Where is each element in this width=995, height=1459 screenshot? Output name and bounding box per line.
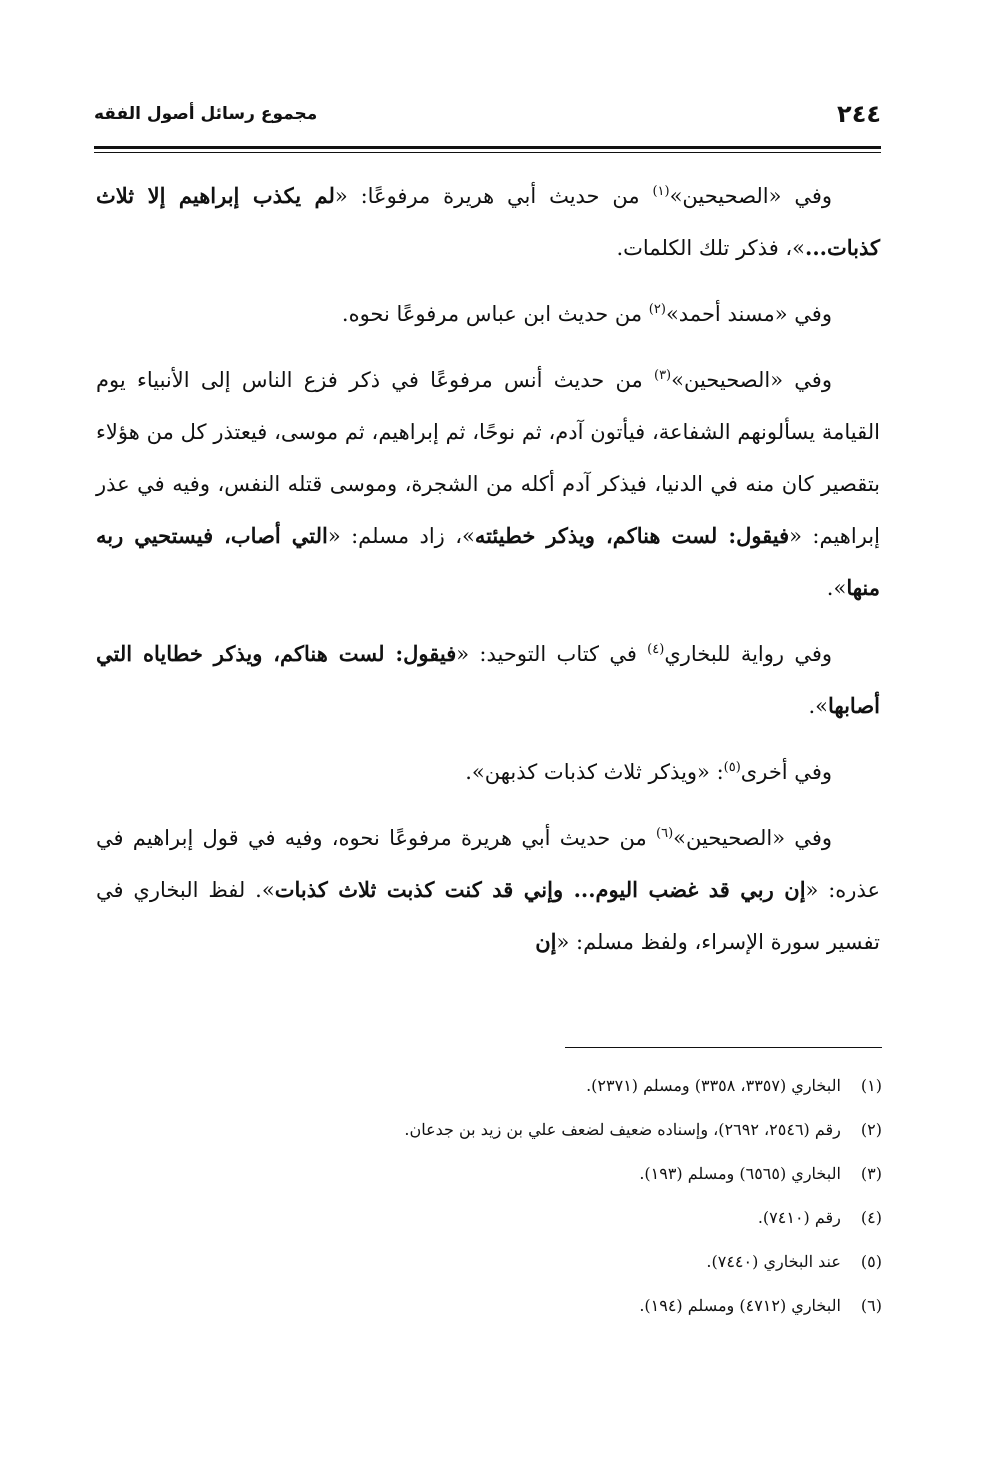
footnote-item (96, 1196, 882, 1240)
bold-quote: التي أصاب، فيستحيي ربه منها (96, 523, 880, 600)
footnote-item (96, 1284, 882, 1328)
paragraph (96, 628, 880, 732)
text-run: وفي «الصحيحين» (673, 826, 832, 850)
paragraph (96, 746, 880, 798)
text-run: وفي «الصحيحين» (671, 368, 832, 392)
paragraph (96, 354, 880, 614)
text-run: ». (808, 694, 828, 718)
footnote-number: (٣) (860, 1164, 882, 1183)
text-run: من حديث أبي هريرة مرفوعًا: « (334, 184, 653, 208)
footnote-number: (٤) (860, 1208, 882, 1227)
footnotes-list (96, 1064, 882, 1328)
footnote-number: (٥) (860, 1252, 882, 1271)
header-rule-thin (94, 152, 881, 153)
footnote-number: (٦) (860, 1296, 882, 1315)
bold-quote: إن (535, 929, 557, 954)
text-run: في كتاب التوحيد: « (456, 642, 648, 666)
text-run: وفي «الصحيحين» (669, 184, 832, 208)
footnote-text: البخاري (٦٥٦٥) ومسلم (١٩٣). (639, 1164, 841, 1183)
text-run: »، زاد مسلم: « (327, 524, 475, 548)
footnote-text: رقم (٢٥٤٦، ٢٦٩٢)، وإسناده ضعيف لضعف علي بن زيد بن جدعان. (404, 1120, 841, 1139)
footnote-text: عند البخاري (٧٤٤٠). (706, 1252, 841, 1271)
footnote-marker: (٦) (656, 826, 674, 841)
footnote-item (96, 1108, 882, 1152)
running-title: مجموع رسائل أصول الفقه (94, 104, 318, 124)
text-run: وفي «مسند أحمد» (665, 302, 832, 326)
text-run: ». لفظ البخاري في تفسير سورة الإسراء، ولفظ مسلم: « (96, 878, 880, 954)
paragraph (96, 812, 880, 968)
footnote-marker: (٢) (648, 302, 666, 317)
main-text (96, 170, 880, 982)
bold-quote: إن ربي قد غضب اليوم... وإني قد كنت كذبت ثلاث كذبات (274, 877, 806, 902)
footnote-item (96, 1152, 882, 1196)
footnote-item (96, 1064, 882, 1108)
footnote-marker: (٤) (647, 642, 665, 657)
text-run: : «ويذكر ثلاث كذبات كذبهن». (465, 760, 724, 784)
text-run: وفي رواية للبخاري (664, 642, 833, 666)
footnote-separator (565, 1047, 882, 1048)
header-rule-thick (94, 146, 881, 149)
footnote-marker: (٣) (653, 368, 672, 383)
bold-quote: لم يكذب إبراهيم إلا ثلاث كذبات... (96, 183, 880, 260)
text-run: وفي أخرى (740, 760, 832, 784)
bold-quote: فيقول: لست هناكم، ويذكر خطيئته (474, 523, 790, 548)
footnote-marker: (١) (652, 184, 670, 199)
text-run: »، فذكر تلك الكلمات. (616, 236, 806, 260)
paragraph (96, 170, 880, 274)
text-run: ». (826, 576, 847, 600)
page-header (94, 98, 881, 144)
text-run: من حديث أبي هريرة مرفوعًا نحوه، وفيه في قول إبراهيم في عذره: « (96, 826, 881, 902)
bold-quote: فيقول: لست هناكم، ويذكر خطاياه التي أصابها (96, 641, 880, 718)
text-run: من حديث أنس مرفوعًا في ذكر فزع الناس إلى الأنبياء يوم القيامة يسألونهم الشفاعة، فيأتون آدم، ثم نوحًا، ثم إبراهيم، ثم موسى، فيعتذر كل من هؤلاء بتقصير كان منه في الدنيا، فيذكر آدم أكله من الشجرة، وموسى قتله النفس، وفيه في عذر إبراهيم: « (96, 368, 880, 548)
footnote-marker: (٥) (723, 760, 741, 775)
text-run: من حديث ابن عباس مرفوعًا نحوه. (341, 302, 649, 326)
footnote-item (96, 1240, 882, 1284)
paragraph (96, 288, 880, 340)
footnote-number: (١) (860, 1076, 882, 1095)
footnote-text: البخاري (٣٣٥٧، ٣٣٥٨) ومسلم (٢٣٧١). (586, 1076, 841, 1095)
footnote-text: رقم (٧٤١٠). (757, 1208, 841, 1227)
page-number: ٢٤٤ (837, 100, 881, 128)
footnote-number: (٢) (860, 1120, 882, 1139)
footnote-text: البخاري (٤٧١٢) ومسلم (١٩٤). (639, 1296, 841, 1315)
